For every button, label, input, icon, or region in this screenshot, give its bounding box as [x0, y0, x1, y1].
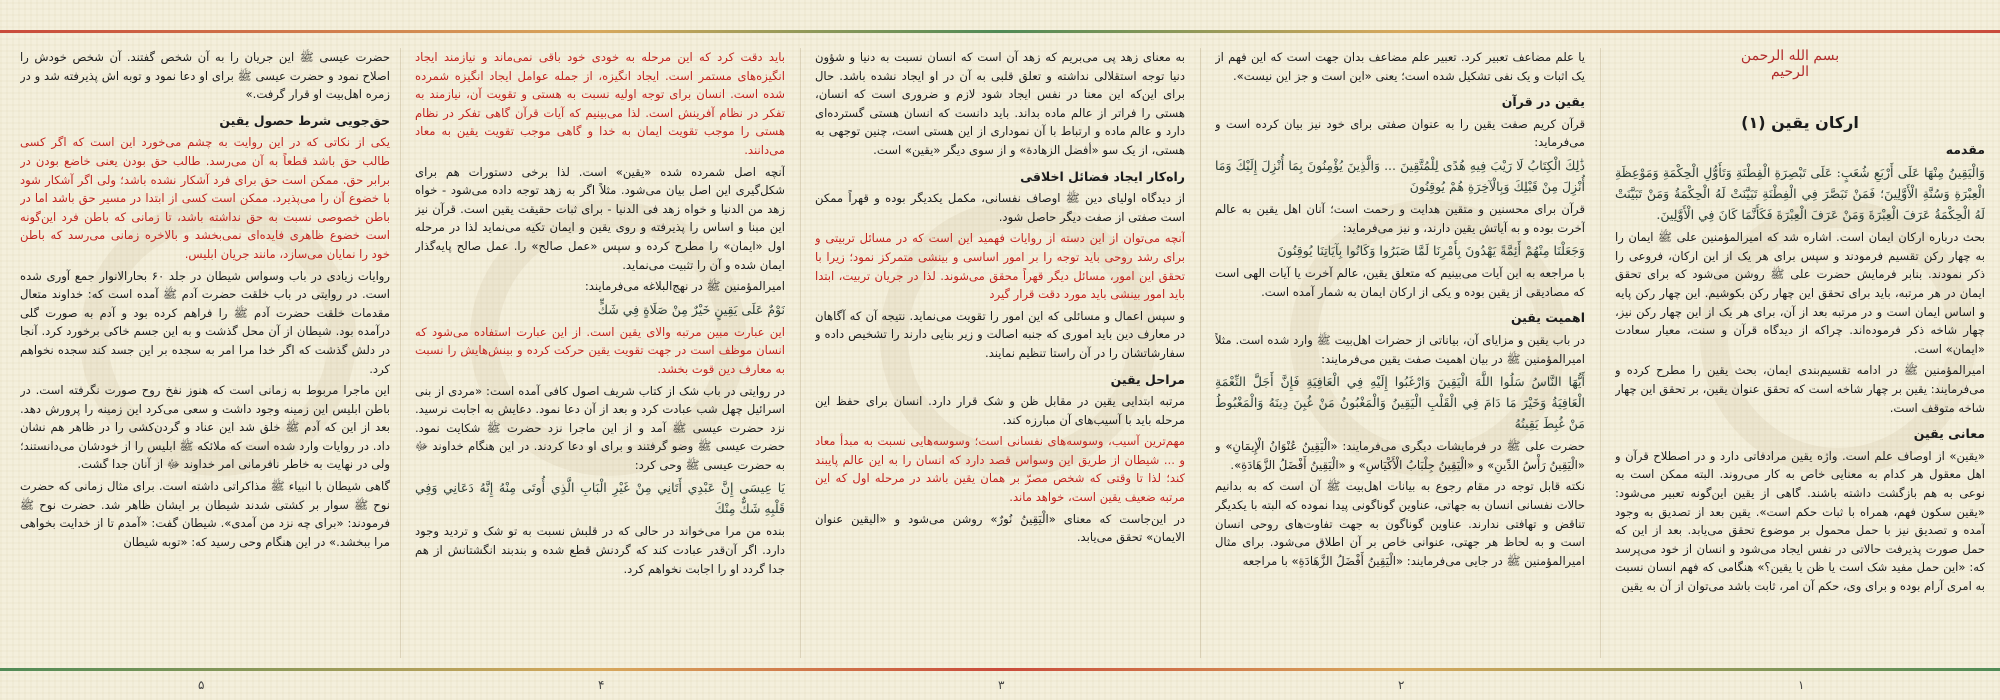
highlighted-paragraph: این عبارت مبین مرتبه والای یقین است. از این عبارت استفاده می‌شود که انسان موظف است در جهت تقویت یقین حرکت کرده و بینش‌هایش را نسبت به معارف دین قوت بخشد.: [415, 324, 785, 376]
arabic-quote: وَالْيَقِينُ مِنْهَا عَلَى أَرْبَعِ شُعَبٍ: عَلَى تَبْصِرَةِ الْفِطْنَةِ وَتَأَوُّلِ الْحِكْمَةِ وَمَوْعِظَةِ الْعِبْرَةِ وَسُنَّةِ الْأَوَّلِينَ؛ فَمَنْ تَبَصَّرَ فِي الْفِطْنَةِ تَبَيَّنَتْ لَهُ الْحِكْمَةُ وَمَنْ تَبَيَّنَتْ لَهُ الْحِكْمَةُ عَرَفَ الْعِبْرَةَ وَمَنْ عَرَفَ الْعِبْرَةَ فَكَأَنَّمَا كَانَ فِي الْأَوَّلِينَ.: [1615, 165, 1985, 223]
page-5-column: [20, 48, 390, 648]
bottom-decorative-rule: [0, 668, 2000, 671]
paragraph: «یقین» از اوصاف علم است. واژه یقین مرادفاتی دارد و در اصطلاح قرآن و اهل معقول هر کدام به معنایی خاص به کار می‌روند. البته ممکن است به نوعی به هم بازگشت داشته باشند. گاهی از یقین این‌گونه تعبیر می‌شود: «یقین سکون فهم، همراه با ثبات حکم است». یقین بعد از تصدیق به وجود آمده و تصدیق نیز با حمل محمول بر موضوع تحقق می‌یابد. بعد از این که حمل صورت پذیرفت حالاتی در نفس ایجاد می‌شود و انسان از خود می‌پرسد که: «این حمل مفید شک است یا ظن یا یقین؟» هنگامی که فهم انسان نسبت به امری آرام بوده و برای وی، حکم آن امر، ثابت باشد می‌توان از آن به یقین: [1615, 448, 1985, 593]
paragraph: حضرت علی ﷺ در فرمایشات دیگری می‌فرمایند: «الْيَقِينُ عُنْوَانُ الْإِيمَانِ» و «الْيَقِينُ رَأْسُ الدِّينِ» و «الْيَقِينُ جِلْبَابُ الْأَكْيَاسِ» و «الْيَقِينُ أَفْضَلُ الزَّهَادَةِ».: [1215, 439, 1585, 472]
highlighted-paragraph: یکی از نکاتی که در این روایت به چشم می‌خورد این است که اگر کسی طالب حق باشد قطعاً به آن می‌رسد. طالب حق بودن یعنی خاضع بودن در برابر حق. ممکن است حق برای فرد آشکار نشده باشد؛ ولی اگر آشکار شود با خضوع آن را می‌پذیرد. ممکن است کسی از ابتدا در مسیر حق باشد اما در باطن خصوصی نسبت به حق نداشته باشد، تا زمانی که باطن فرد این‌گونه است خضوع ظاهری فایده‌ای نمی‌بخشد و بالاخره زمانی می‌رسد که باطن خود را نمایان می‌سازد، مانند جریان ابلیس.: [20, 135, 390, 261]
paragraph: بنده من مرا می‌خواند در حالی که در قلبش نسبت به تو شک و تردید وجود دارد. اگر آن‌قدر عبادت کند که گردنش قطع شده و بندبند انگشتانش از هم جدا گردد او را اجابت نخواهم کرد.: [415, 524, 785, 576]
column-divider: [1600, 48, 1601, 658]
paragraph: مرتبه ابتدایی یقین در مقابل ظن و شک قرار دارد. انسان برای حفظ این مرحله باید با آسیب‌های آن مبارزه کند.: [815, 394, 1185, 427]
arabic-quote: وَجَعَلْنَا مِنْهُمْ أَئِمَّةً يَهْدُونَ بِأَمْرِنَا لَمَّا صَبَرُوا وَكَانُوا بِآيَاتِنَا يُوقِنُونَ: [1277, 243, 1585, 259]
arabic-quote: يَا عِيسَى إِنَّ عَبْدِي أَتَانِي مِنْ غَيْرِ الْبَابِ الَّذِي أُوتَى مِنْهُ إِنَّهُ دَعَانِي وَفِي قَلْبِهِ شَكٌّ مِنْكَ: [415, 480, 785, 517]
section-heading: اهمیت یقین: [1510, 310, 1585, 326]
section-heading: مراحل یقین: [1110, 371, 1185, 387]
paragraph: در باب یقین و مزایای آن، بیاناتی از حضرات اهل‌بیت ﷺ وارد شده است. مثلاً امیرالمؤمنین ﷺ در بیان اهمیت صفت یقین می‌فرمایند:: [1215, 332, 1585, 366]
arabic-quote: أَيُّهَا النَّاسُ سَلُوا اللَّهَ الْيَقِينَ وَارْغَبُوا إِلَيْهِ فِي الْعَافِيَةِ فَإِنَّ أَجَلَّ النِّعْمَةِ الْعَافِيَةُ وَخَيْرَ مَا دَامَ فِي الْقَلْبِ الْيَقِينُ وَالْمَغْبُونُ مَنْ غُبِنَ دِينَهُ وَالْمَغْبُوطُ مَنْ غُبِطَ يَقِينُهُ: [1215, 374, 1585, 432]
paragraph: در روایتی در باب شک از کتاب شریف اصول کافی آمده است: «مردی از بنی اسرائیل چهل شب عبادت کرد و بعد از آن دعا نمود. دعایش به اجابت نرسید. نزد حضرت عیسی ﷺ آمد و از این ماجرا نزد حضرت ﷺ شکایت نمود. حضرت عیسی ﷺ وضو گرفتند و برای او دعا کردند. در این هنگام خداوند ﷻ به حضرت عیسی ﷺ وحی کرد:: [415, 383, 785, 472]
arabic-quote: ذَٰلِكَ الْكِتَابُ لَا رَيْبَ فِيهِ هُدًى لِلْمُتَّقِينَ ... وَالَّذِينَ يُؤْمِنُونَ بِمَا أُنْزِلَ إِلَيْكَ وَمَا أُنْزِلَ مِنْ قَبْلِكَ وَبِالْآخِرَةِ هُمْ يُوقِنُونَ: [1215, 157, 1585, 194]
column-divider: [800, 48, 801, 658]
highlighted-paragraph: باید دقت کرد که این مرحله به خودی خود باقی نمی‌ماند و نیازمند ایجاد انگیزه‌های مستمر است. ایجاد انگیزه، از جمله عوامل ایجاد انگیزه شمرده شده است. انسان برای توجه اولیه نسبت به هستی و تقویت آن، نیازمند به تفکر در نظام آفرینش است. لذا می‌بینیم که آیات قرآن گاهی تفکر در نظام هستی را موجب تقویت ایمان به خدا و گاهی موجب تقویت یقین به معاد می‌دانند.: [415, 50, 785, 157]
section-heading: معانی یقین: [1913, 426, 1985, 442]
paragraph: امیرالمؤمنین ﷺ در نهج‌البلاغه می‌فرمایند:: [584, 279, 785, 294]
top-decorative-rule: [0, 30, 2000, 33]
paragraph: از دیدگاه اولیای دین ﷺ اوصاف نفسانی، مکمل یکدیگر بوده و قهراً ممکن است صفتی از صفت دیگر حاصل شود.: [815, 191, 1185, 224]
paragraph: و سپس اعمال و مسائلی که این امور را تقویت می‌نماید. نتیجه آن که آگاهان در معارف دین باید اموری که جنبه اصالت و زیر بنایی دارند را تشخیص داده و سفارشاتشان را در آن راستا تنظیم نمایند.: [815, 308, 1185, 360]
paragraph: گاهی شیطان با انبیاء ﷺ مذاکراتی داشته است. برای مثال زمانی که حضرت نوح ﷺ سوار بر کشتی شدند شیطان بر ایشان ظاهر شد. حضرت نوح ﷺ فرمودند: «برای چه نزد من آمدی». شیطان گفت: «آمدم تا از خدایت بخواهی مرا ببخشد.» در این هنگام وحی رسید که: «توبه شیطان: [20, 479, 390, 549]
page-number: ۱: [1798, 678, 1805, 692]
paragraph: حضرت عیسی ﷺ این جریان را به آن شخص گفتند. آن شخص خودش را اصلاح نمود و حضرت عیسی ﷺ برای او دعا نمود و توبه اش پذیرفته شد و در زمره اهل‌بیت او قرار گرفت.»: [20, 50, 390, 102]
page-4-column: [415, 48, 785, 648]
paragraph: یا علم مضاعف تعبیر کرد. تعبیر علم مضاعف بدان جهت است که این فهم از یک اثبات و یک نفی تشکیل شده است؛ یعنی «این است و جز این نیست».: [1215, 50, 1585, 83]
page-number: ۵: [198, 678, 205, 692]
paragraph: آنچه اصل شمرده شده «یقین» است. لذا برخی دستورات هم برای شکل‌گیری این اصل بیان می‌شود. مثلاً اگر به زهد توجه داده می‌شود - خواه زهد من الدنیا و خواه زهد فی الدنیا - برای ثبات حقیقت یقین است. قرآن نیز این مبنا و اساس را پذیرفته و روی یقین و ایمان تکیه می‌نماید لذا در مرحله اول «ایمان» را مطرح کرده و سپس «عمل صالح» را. عمل صالح پایه‌گذار ایمان شده و آن را تثبیت می‌نماید.: [415, 164, 785, 272]
column-divider: [400, 48, 401, 658]
paragraph: در این‌جاست که معنای «الْيَقِينُ نُورٌ» روشن می‌شود و «الیقین عنوان الایمان» تحقق می‌یابد.: [815, 511, 1185, 545]
highlighted-paragraph: آنچه می‌توان از این دسته از روایات فهمید این است که در مسائل تربیتی و برای رشد روحی باید توجه را بر امور اساسی و بینشی متمرکز نمود؛ زیرا با تحقق این امور، مسائل دیگر قهراً محقق می‌شوند. لذا در جریان تربیت، ابتدا باید امور بینشی باید مورد دقت قرار گیرد: [815, 231, 1185, 302]
column-divider: [1200, 48, 1201, 658]
paragraph: با مراجعه به این آیات می‌بینیم که متعلق یقین، عالم آخرت یا آیات الهی است که مصادیقی از یقین بوده و یکی از ارکان ایمان به شمار آمده است.: [1215, 266, 1585, 299]
paragraph: به معنای زهد پی می‌بریم که زهد آن است که انسان نسبت به دنیا و شؤون دنیا توجه استقلالی نداشته و تعلق قلبی به آن در او ایجاد نشده باشد. حال برای این‌که این معنا در نفس ایجاد شود لازم و ضروری است که انسان، هستی را فراتر از عالم ماده بداند. باید دانست که انسان هستی گسترده‌ای دارد و عالم ماده و ارتباط با آن نموداری از این هستی است، چنین توجهی به هستی، از یک سو «أفضل الزهادة» و از سوی دیگر «یقین» است.: [815, 50, 1185, 157]
basmala-calligraphy: بسم الله الرحمن الرحیم: [1740, 48, 1840, 80]
section-heading: یقین در قرآن: [1501, 94, 1585, 110]
paragraph: قرآن برای محسنین و متقین هدایت و رحمت است؛ آنان اهل یقین به عالم آخرت بوده و به آیاتش یقین دارند، و نیز می‌فرماید:: [1215, 201, 1585, 235]
page-number: ۴: [598, 678, 605, 692]
section-heading: مقدمه: [1945, 141, 1985, 157]
page-number: ۲: [1398, 678, 1405, 692]
paragraph: بحث درباره ارکان ایمان است. اشاره شد که امیرالمؤمنین علی ﷺ ایمان را به چهار رکن تقسیم فرمودند و سپس برای هر یک از این ارکان، فروعی را ذکر نمودند. بنابر فرمایش حضرت علی ﷺ روشن می‌شود که برای تحقق ایمان در هر مرتبه، باید برای تحقق این چهار رکن بکوشیم. این چهار رکن پایه و اساس ایمان است و در مرتبه بعد از آن، برای هر یک از این چهار رکن نیز، چهار شاخه ذکر فرموده‌اند. چراکه از دیدگاه قرآن و سنت، معیار سعادت «ایمان» است.: [1615, 230, 1985, 356]
section-heading: حق‌جویی شرط حصول یقین: [219, 112, 390, 128]
paragraph: قرآن کریم صفت یقین را به عنوان صفتی برای خود نیز بیان کرده است و می‌فرماید:: [1215, 116, 1585, 150]
paragraph: نکته قابل توجه در مقام رجوع به بیانات اهل‌بیت ﷺ آن است که به بدانیم حالات نفسانی انسان به جهاتی، عناوین گوناگونی پیدا نموده که البته با یکدیگر تناقض و تهافتی ندارند. عناوین گوناگون به جهت تفاوت‌های روحی انسان است و به لحاظ هر جهتی، عنوانی خاص بر آن اطلاق می‌شود. برای مثال امیرالمؤمنین ﷺ در جایی می‌فرمایند: «الْيَقِينُ أَفْضَلُ الزَّهَادَةِ» با مراجعه: [1215, 479, 1585, 568]
page-3-column: [815, 48, 1185, 648]
article-title: ارکان یقین (۱): [1741, 113, 1859, 132]
paragraph: این ماجرا مربوط به زمانی است که هنوز نفخ روح صورت نگرفته است. در باطن ابلیس این زمینه وجود داشت و سعی می‌کرد این زمینه را پرورش دهد. بعد از این که آدم ﷺ خلق شد این عناد و گردن‌کشی را در ظاهر هم نشان داد. در روایات وارد شده است که ملائکه ﷺ ابلیس را از خودشان می‌دانستند؛ ولی در نهایت به خاطر نافرمانی امر خداوند ﷻ از آنان جدا گشت.: [20, 383, 390, 472]
paragraph: امیرالمؤمنین ﷺ در ادامه تقسیم‌بندی ایمان، بحث یقین را مطرح کرده و می‌فرمایند: یقین بر چهار شاخه است که تحقق عنوان یقین، بر تحقق این چهار شاخه متوقف است.: [1615, 363, 1985, 415]
highlighted-paragraph: مهم‌ترین آسیب، وسوسه‌های نفسانی است؛ وسوسه‌هایی نسبت به مبدأ معاد و ... شیطان از طریق این وسواس قصد دارد که انسان را به این عالم پایبند کند؛ لذا تا وقتی که شخص مصرّ بر همان یقین باشد در مرحله اول که این مرتبه ضعیف یقین است، خواهد ماند.: [815, 434, 1185, 505]
page-1-column: [1615, 110, 1985, 660]
section-heading: راه‌کار ایجاد فضائل اخلاقی: [1020, 168, 1185, 184]
page-2-column: [1215, 48, 1585, 648]
arabic-quote: نَوْمٌ عَلَى يَقِينٍ خَيْرٌ مِنْ صَلَاةٍ فِي شَكٍّ: [597, 301, 785, 317]
paragraph: روایات زیادی در باب وسواس شیطان در جلد ۶۰ بحارالانوار جمع آوری شده است. در روایتی در باب خلقت حضرت آدم ﷺ آمده است که: خداوند متعال مقدمات خلقت حضرت آدم ﷺ را فراهم کرده بود و آدم به صورت گلی درآمده بود. شیطان از آن محل گذشت و به این جسم خاکی برخورد کرد. آنجا در دلش گذشت که اگر خدا مرا امر به سجده بر این جسد کند سجده نخواهم کرد.: [20, 268, 390, 376]
page-number: ۳: [998, 678, 1005, 692]
